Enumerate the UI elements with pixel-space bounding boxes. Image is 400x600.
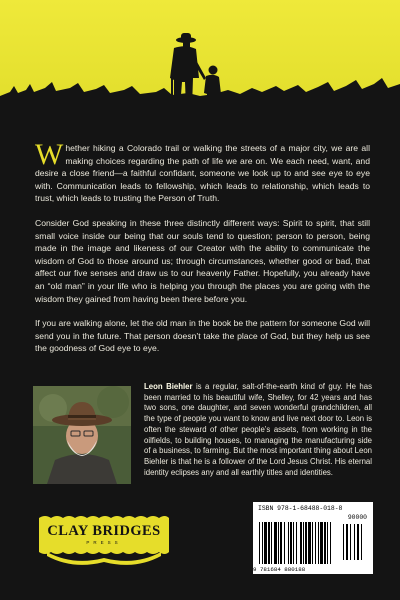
drop-cap: W	[35, 138, 64, 171]
isbn-barcode	[253, 502, 373, 574]
blurb-paragraph-1-text: hether hiking a Colorado trail or walking the streets of a major city, we are all making choices regarding the path of life we are on. We each need, want, and desire a close friend—a faithful confidant, someone we look up to and see eye to eye with. Communication leads to fellowship, which leads to relationship, which leads to trust, which leads to trusting the Person of Truth.	[35, 143, 370, 204]
hero-silhouette-image	[0, 0, 400, 128]
author-bio	[144, 382, 372, 478]
publisher-logo	[33, 512, 175, 566]
isbn-label: ISBN 978-1-68488-018-8	[258, 505, 343, 512]
author-photo	[33, 386, 131, 484]
barcode-bars	[253, 502, 373, 574]
back-cover-blurb	[35, 138, 370, 367]
author-bio-text: is a regular, salt-of-the-earth kind of guy. He has been married to his beautiful wife, Shelley, for 42 years and has two sons, one daughter, and seven wonderful grandchildren, all the type of people you want to know and live next door to. Leon is often the steward of other people’s assets, from working in the oilfields, to building houses, to managing the manufacturing side of a business, to farming. But the most important thing about Leon Biehler is that he is a follower of the Lord Jesus Christ. His eternal identity eclipses any and all earthly titles and identities.	[144, 382, 372, 477]
silhouette-illustration	[0, 0, 400, 128]
blurb-paragraph-3: If you are walking alone, let the old man in the book be the pattern for someone God will send you in the future. That person doesn’t take the place of God, but they help us see the goodness of God eye to eye.	[35, 318, 370, 354]
blurb-paragraph-2: Consider God speaking in these three distinctly different ways: Spirit to spirit, that still small voice inside our being that our souls tend to question; person to person, being made in the image and likeness of our Creator with the ability to communicate the wisdom of God to those around us; through circumstances, whether good or bad, that affect our five senses and draw us to our heavenly Father. Hopefully, you already have an “old man” in your life who is helping you through the places you are going with the wisdom they gained from having been there before you.	[35, 217, 370, 304]
publisher-sub: PRESS	[86, 540, 122, 545]
price-addon-label: 90000	[347, 514, 367, 521]
publisher-name: CLAY BRIDGES	[47, 523, 161, 539]
blurb-paragraph-1	[35, 138, 370, 205]
barcode-digits: 9 781684 880188	[253, 566, 306, 573]
author-name: Leon Biehler	[144, 382, 193, 391]
author-portrait-illustration	[33, 386, 131, 484]
